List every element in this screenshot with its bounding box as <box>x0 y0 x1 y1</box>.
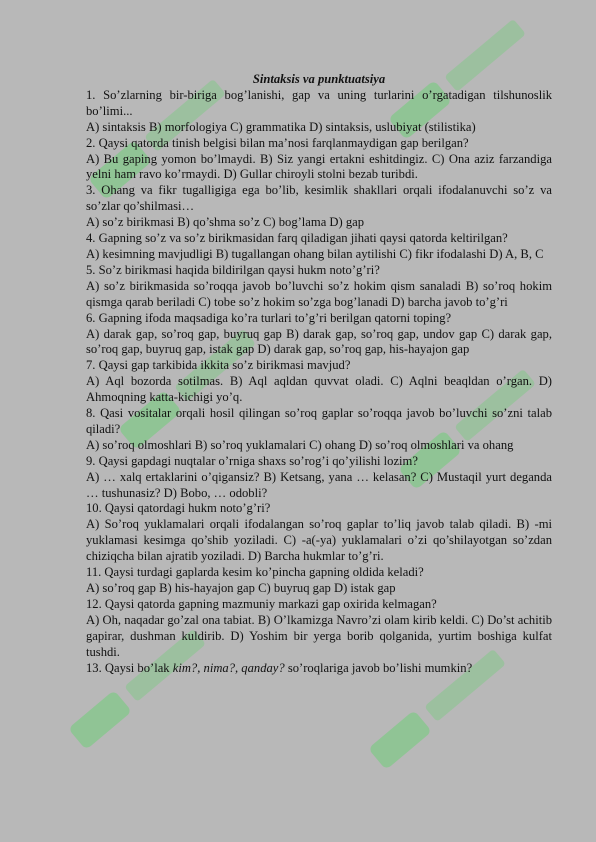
paragraph: A) Oh, naqadar go’zal ona tabiat. B) O’lkamizga Navro’zi olam kirib keldi. C) Do’st achitib gapirar, dushman kuldirib. D) Yoshim bir yerga borib qolganida, yurtim boshiga kulfat tushdi. <box>86 612 552 659</box>
question-13 <box>86 661 552 677</box>
document-title: Sintaksis va punktuatsiya <box>252 72 386 86</box>
paragraph: 8. Qasi vositalar orqali hosil qilingan so’roq gaplar so’roqqa javob bo’luvchi so’zni talab qiladi? <box>86 406 552 436</box>
paragraph: 4. Gapning so’z va so’z birikmasidan farq qiladigan jihati qaysi qatorda keltirilgan? <box>86 231 508 246</box>
q13-suffix: so’roqlariga javob bo’lishi mumkin? <box>284 660 473 675</box>
paragraph: 10. Qaysi qatordagi hukm noto’g’ri? <box>86 501 271 516</box>
paragraph: 9. Qaysi gapdagi nuqtalar o’rniga shaxs so’rog’i qo’yilishi lozim? <box>86 453 418 468</box>
paragraph: 6. Gapning ifoda maqsadiga ko’ra turlari to’g’ri berilgan qatorni toping? <box>86 310 452 325</box>
document-body <box>86 72 552 676</box>
paragraph: A) so’z birikmasi B) qo’shma so’z C) bog’lama D) gap <box>86 215 365 230</box>
paragraph: A) sintaksis B) morfologiya C) grammatika D) sintaksis, uslubiyat (stilistika) <box>86 119 476 134</box>
paragraph: A) so’roq gap B) his-hayajon gap C) buyruq gap D) istak gap <box>86 581 396 595</box>
paragraph: 1. So’zlarning bir-biriga bog’lanishi, gap va uning turlarini o’rgatadigan tilshunoslik bo’limi... <box>86 87 552 118</box>
paragraph: 11. Qaysi turdagi gaplarda kesim ko’pincha gapning oldida keladi? <box>86 565 424 580</box>
paragraph: A) Aql bozorda sotilmas. B) Aql aqldan quvvat oladi. C) Aqlni beaqldan o’rgan. D) Ahmoqning katta-kichigi yo’q. <box>86 374 552 405</box>
paragraph: A) Bu gaping yomon bo’lmaydi. B) Siz yangi ertakni eshitdingiz. C) Ona aziz farzandiga yelni ham ravo ko’rmaydi. D) Gullar chiroyli stolni bezab turibdi. <box>86 151 552 182</box>
paragraph: A) kesimning mavjudligi B) tugallangan ohang bilan aytilishi C) fikr ifodalashi D) A, B, C <box>86 246 544 261</box>
paragraph: 5. So’z birikmasi haqida bildirilgan qaysi hukm noto’g’ri? <box>86 262 380 277</box>
paragraph: A) so’roq olmoshlari B) so’roq yuklamalari C) ohang D) so’roq olmoshlari va ohang <box>86 437 514 452</box>
paragraph: 12. Qaysi qatorda gapning mazmuniy markazi gap oxirida kelmagan? <box>86 596 437 611</box>
q13-prefix: 13. Qaysi bo’lak <box>86 660 173 675</box>
paragraph: 2. Qaysi qatorda tinish belgisi bilan ma’nosi farqlanmaydigan gap berilgan? <box>86 135 469 150</box>
paragraph: A) … xalq ertaklarini o’qigansiz? B) Ketsang, yana … kelasan? C) Mustaqil yurt deganda … tushunasiz? D) Bobo, … odobli? <box>86 469 552 500</box>
paragraph: A) So’roq yuklamalari orqali ifodalangan so’roq gaplar to’liq javob talab qiladi. B) -mi yuklamasi kesimga qo’shib yoziladi. C) -a(-ya) yuklamalari o’zi qo’shilayotgan so’zdan chiziqcha bilan ajratib yoziladi. D) Barcha hukmlar to’g’ri. <box>86 517 552 564</box>
q13-italic-words: kim?, nima?, qanday? <box>172 660 285 675</box>
paragraph: A) so’z birikmasida so’roqqa javob bo’luvchi so’z hokim qism sanaladi B) so’roq hokim qismga qarab beriladi C) tobe so’z hokim so’zga bog’lanadi D) barcha javob to’g’ri <box>86 278 552 309</box>
paragraph: 3. Ohang va fikr tugalligiga ega bo’lib, kesimlik shakllari orqali ifodalanuvchi so’z va so’zlar qo’shilmasi… <box>86 183 552 214</box>
paragraph: A) darak gap, so’roq gap, buyruq gap B) darak gap, so’roq gap, undov gap C) darak gap, so’roq gap, buyruq gap, istak gap D) darak gap, so’roq gap, his-hayajon gap <box>86 326 552 357</box>
paragraph: 7. Qaysi gap tarkibida ikkita so’z birikmasi mavjud? <box>86 358 351 373</box>
